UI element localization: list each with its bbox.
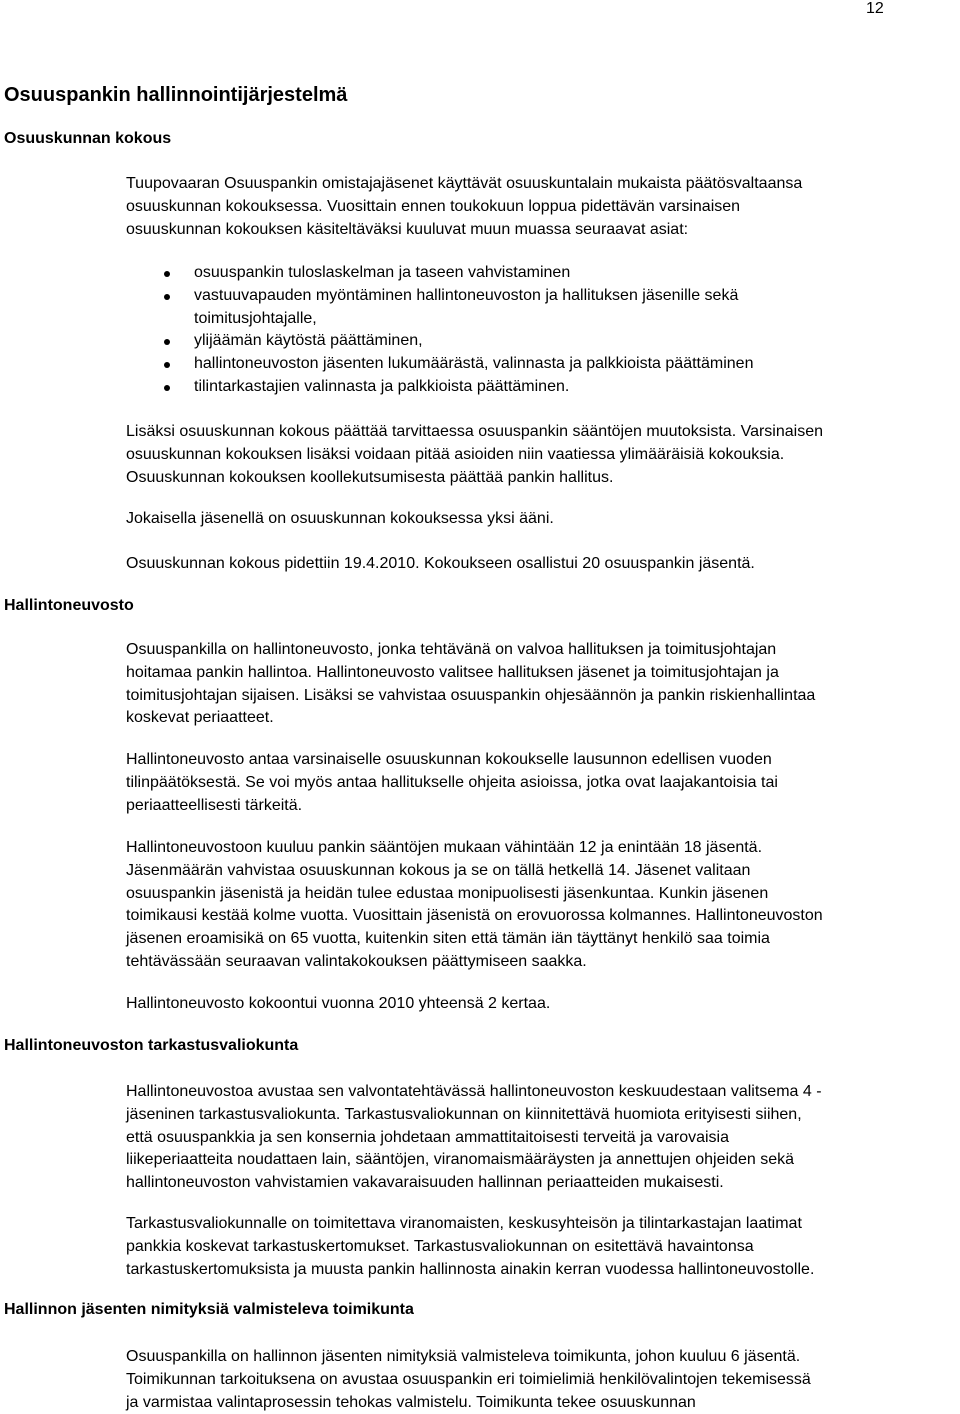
paragraph-tarkastusvaliokunta-1 [126, 1081, 960, 1195]
agenda-bullet-list [126, 262, 886, 399]
text-line: liikeperiaatteita noudattaen lain, sääntöjen, viranomaismääräysten ja annettujen ohjeiden sekä [126, 1151, 794, 1169]
text-line: osuuskunnan kokouksessa. Vuosittain ennen toukokuun loppua pidettävän varsinaisen [126, 197, 741, 215]
page-title: Osuuspankin hallinnointijärjestelmä [4, 84, 348, 106]
paragraph-hallintoneuvosto-3 [126, 837, 960, 974]
text-line: Osuuskunnan kokouksen koollekutsumisesta päättää pankin hallitus. [126, 468, 614, 486]
bullet-icon [164, 294, 170, 300]
section-heading-hallintoneuvosto: Hallintoneuvosto [4, 597, 134, 614]
text-line: hallintoneuvoston vahvistamien vakavaraisuuden hallinnan periaatteiden mukaisesti. [126, 1174, 724, 1192]
text-line: tilinpäätöksestä. Se voi myös antaa hallitukselle ohjeita asioissa, jotka ovat laajakantoisia tai [126, 773, 778, 791]
paragraph-meeting-held: Osuuskunnan kokous pidettiin 19.4.2010. Kokoukseen osallistui 20 osuuspankin jäsentä. [126, 555, 755, 572]
list-item: hallintoneuvoston jäsenten lukumäärästä, valinnasta ja palkkioista päättäminen [126, 353, 886, 376]
text-line: ja varmistaa valintaprosessin tehokas valmistelu. Toimikunta tekee osuuskunnan [126, 1393, 696, 1411]
text-line: Hallintoneuvostoon kuuluu pankin sääntöjen mukaan vähintään 12 ja enintään 18 jäsentä. [126, 839, 763, 856]
list-item: tilintarkastajien valinnasta ja palkkioista päättäminen. [126, 376, 886, 399]
paragraph-hallintoneuvosto-1 [126, 639, 960, 730]
text-line: osuuspankin jäsenistä ja heidän tulee edustaa monipuolisesti jäsenkuntaa. Kunkin jäsenen [126, 884, 769, 902]
bullet-icon [164, 385, 170, 391]
text-line: Toimikunnan tarkoituksena on avustaa osuuspankin eri toimielimiä henkilövalintojen tekemisessä [126, 1370, 811, 1388]
bullet-icon [164, 271, 170, 277]
section-heading-osuuskunnan-kokous: Osuuskunnan kokous [4, 130, 172, 147]
text-line: Osuuspankilla on hallinnon jäsenten nimityksiä valmisteleva toimikunta, johon kuuluu 6 jäsentä. [126, 1348, 801, 1365]
text-line: osuuskunnan kokouksen käsiteltäväksi kuuluvat muun muassa seuraavat asiat: [126, 220, 689, 238]
text-line: jäseninen tarkastusvaliokunta. Tarkastusvaliokunnan on kiinnitettävä huomiota erityisesti siihen, [126, 1105, 802, 1123]
text-line: tarkastuskertomuksista ja muusta pankin hallinnosta ainakin kerran vuodessa hallintoneuvostolle. [126, 1260, 815, 1278]
list-item: ylijäämän käytöstä päättäminen, [126, 330, 886, 353]
paragraph-hallintoneuvosto-2 [126, 749, 960, 817]
section-heading-tarkastusvaliokunta: Hallintoneuvoston tarkastusvaliokunta [4, 1037, 299, 1054]
text-line: Hallintoneuvostoa avustaa sen valvontatehtävässä hallintoneuvoston keskuudestaan valitsema 4 - [126, 1083, 822, 1100]
paragraph-osuuskunnan-kokous-2 [126, 421, 960, 489]
text-line: jäsenen eroamisikä on 65 vuotta, kuitenkin siten että tämän iän täyttänyt henkilö saa toimia [126, 930, 770, 948]
text-line: Tuupovaaran Osuuspankin omistajajäsenet käyttävät osuuskuntalain mukaista päätösvaltaansa [126, 175, 803, 192]
list-item: vastuuvapauden myöntäminen hallintoneuvoston ja hallituksen jäsenille sekä toimitusjohtajalle, [126, 285, 814, 331]
text-line: toimikausi kestää kolme vuotta. Vuosittain jäsenistä on erovuorossa kolmannes. Hallintoneuvoston [126, 907, 823, 925]
text-line: Tarkastusvaliokunnalle on toimitettava viranomaisten, keskusyhteisön ja tilintarkastajan laatimat [126, 1215, 802, 1232]
section-heading-nimitystoimikunta: Hallinnon jäsenten nimityksiä valmisteleva toimikunta [4, 1301, 414, 1318]
text-line: pankkia koskevat tarkastuskertomukset. Tarkastusvaliokunnan on esitettävä havaintonsa [126, 1237, 754, 1255]
paragraph-nimitystoimikunta-1 [126, 1346, 960, 1414]
bullet-icon [164, 362, 170, 368]
text-line: toimitusjohtajan sijaisen. Lisäksi se vahvistaa osuuspankin ohjesäännön ja pankin riskienhallintaa [126, 686, 816, 704]
text-line: Osuuspankilla on hallintoneuvosto, jonka tehtävänä on valvoa hallituksen ja toimitusjohtajan [126, 641, 777, 658]
text-line: osuuskunnan kokouksen lisäksi voidaan pitää asioiden niin vaatiessa ylimääräisiä kokouksia. [126, 445, 785, 463]
text-line: hoitamaa pankin hallintoa. Hallintoneuvosto valitsee hallituksen jäsenet ja toimitusjohtajan ja [126, 663, 779, 681]
text-line: Lisäksi osuuskunnan kokous päättää tarvittaessa osuuspankin sääntöjen muutoksista. Varsinaisen [126, 423, 824, 440]
paragraph-tarkastusvaliokunta-2 [126, 1213, 960, 1281]
page-number: 12 [866, 0, 884, 17]
text-line: tehtävässään seuraavan valintakokouksen päättymiseen saakka. [126, 952, 587, 970]
text-line: että osuuspankkia ja sen konsernia johdetaan ammattitaitoisesti terveitä ja varovaisia [126, 1128, 729, 1146]
paragraph-voting: Jokaisella jäsenellä on osuuskunnan kokouksessa yksi ääni. [126, 510, 554, 527]
bullet-icon [164, 339, 170, 345]
text-line: Jäsenmäärän vahvistaa osuuskunnan kokous ja se on tällä hetkellä 14. Jäsenet valitaan [126, 861, 751, 879]
text-line: koskevat periaatteet. [126, 709, 274, 727]
paragraph-hallintoneuvosto-meetings: Hallintoneuvosto kokoontui vuonna 2010 yhteensä 2 kertaa. [126, 995, 551, 1012]
text-line: periaatteellisesti tärkeitä. [126, 796, 303, 814]
list-item: osuuspankin tuloslaskelman ja taseen vahvistaminen [126, 262, 886, 285]
text-line: Hallintoneuvosto antaa varsinaiselle osuuskunnan kokoukselle lausunnon edellisen vuoden [126, 751, 772, 768]
paragraph-osuuskunnan-kokous-intro [126, 173, 960, 241]
